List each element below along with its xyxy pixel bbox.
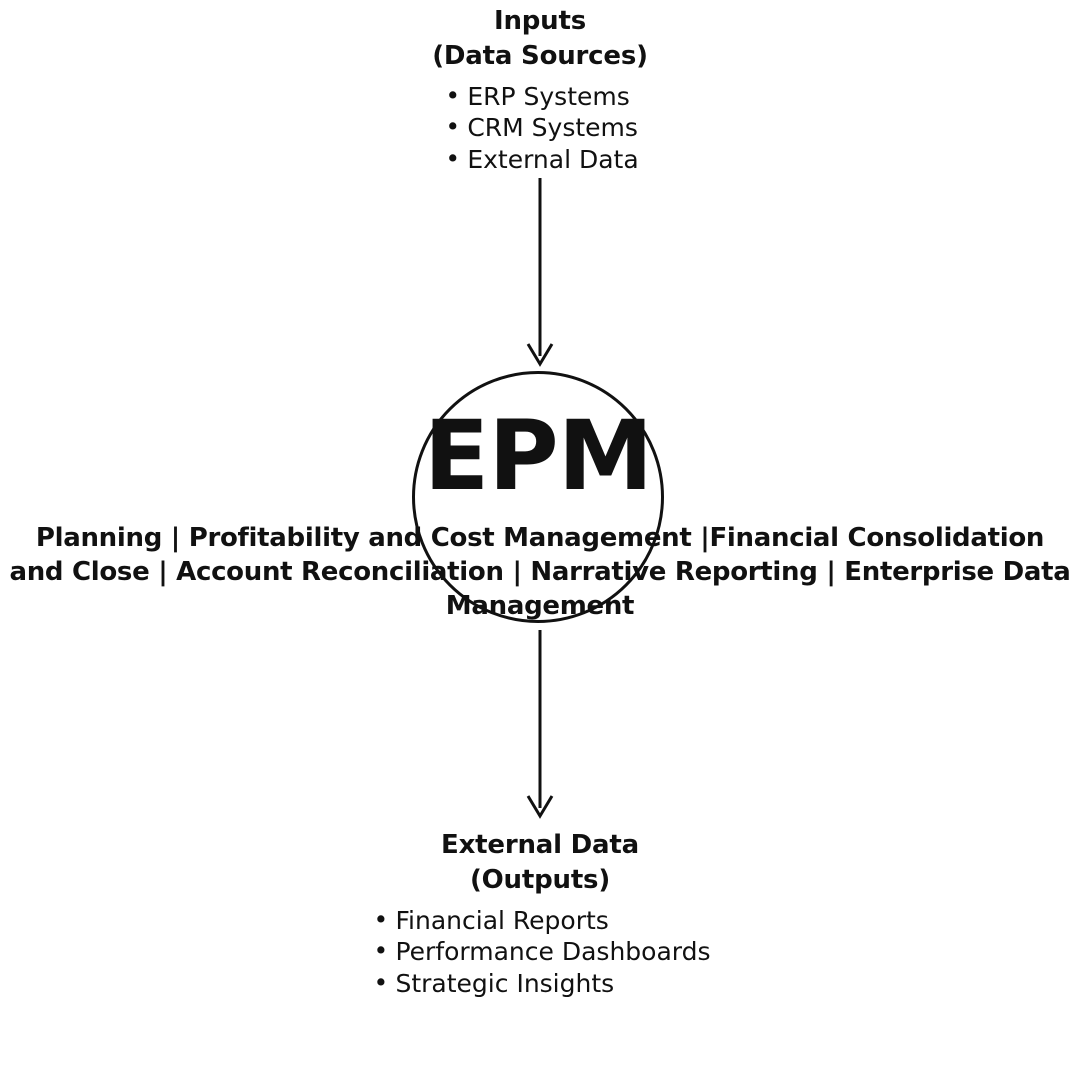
list-item: • External Data (441, 144, 638, 175)
arrow-down-epm-to-outputs-icon (515, 630, 565, 825)
list-item: • Strategic Insights (369, 968, 710, 999)
inputs-list (441, 81, 638, 175)
outputs-subtitle: (Outputs) (469, 864, 611, 895)
list-item: • Performance Dashboards (369, 936, 710, 967)
inputs-block (0, 4, 1080, 175)
outputs-title: External Data (441, 830, 639, 860)
inputs-subtitle: (Data Sources) (432, 40, 648, 71)
inputs-title: Inputs (493, 6, 586, 36)
list-item: • Financial Reports (369, 905, 710, 936)
epm-modules-line-1: Planning | Profitability and Cost Management |Financial Consolidation (35, 523, 1045, 553)
epm-label: EPM (423, 400, 653, 512)
arrow-down-inputs-to-epm-icon (515, 178, 565, 373)
epm-modules-line-2: and Close | Account Reconciliation | Narrative Reporting | Enterprise Data Management (9, 557, 1071, 621)
list-item: • ERP Systems (441, 81, 638, 112)
outputs-block (0, 828, 1080, 999)
outputs-list (369, 905, 710, 999)
list-item: • CRM Systems (441, 112, 638, 143)
